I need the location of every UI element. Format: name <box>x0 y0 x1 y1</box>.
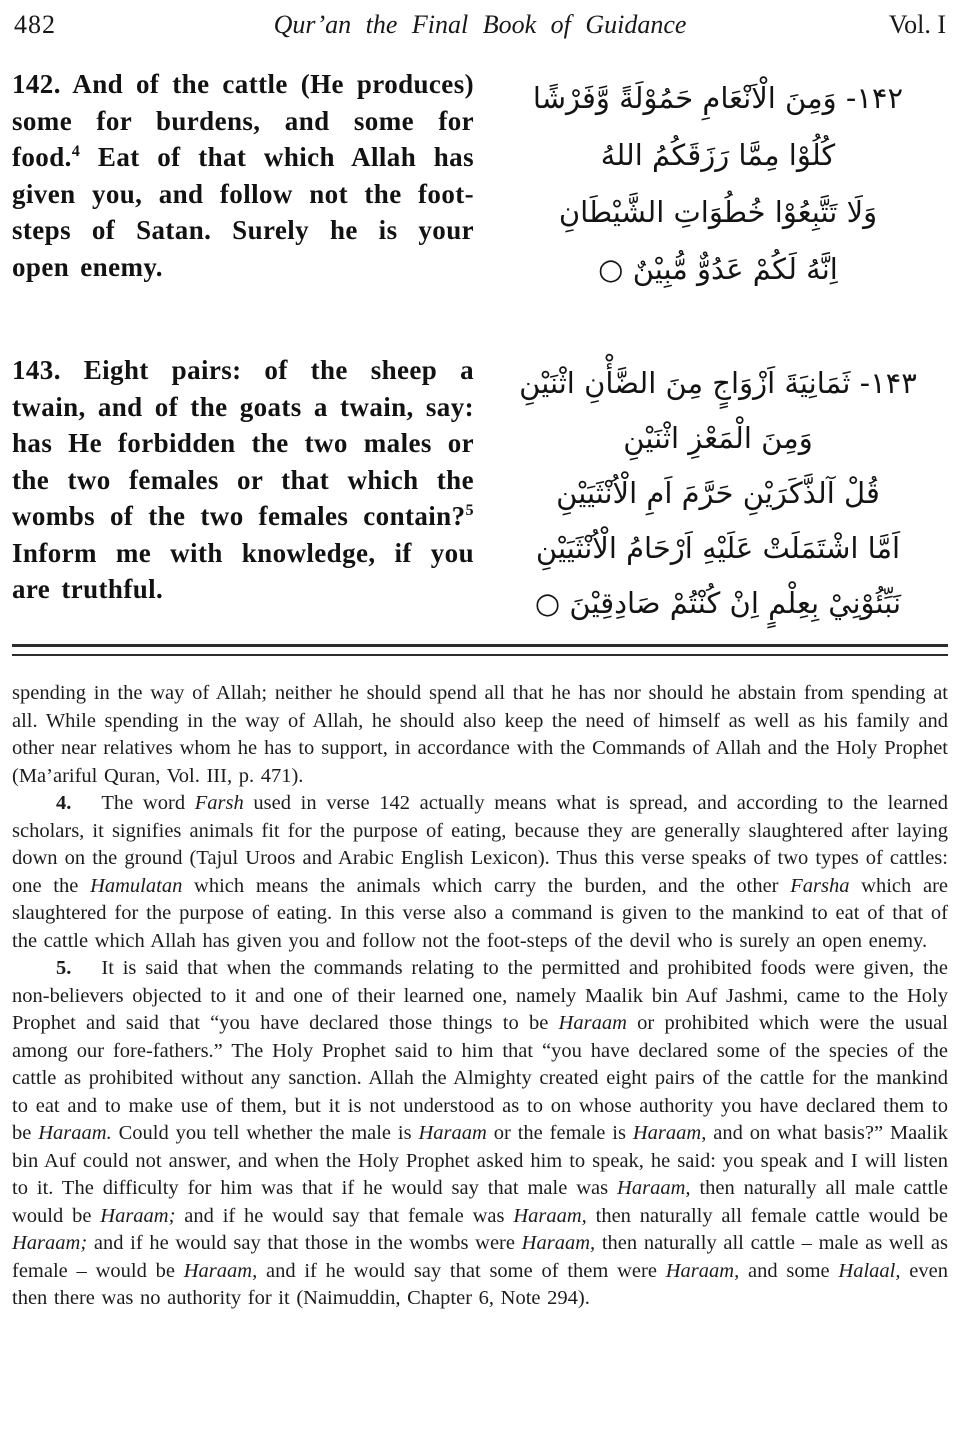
verse-143-row <box>12 352 948 634</box>
text-segment: Inform me with knowledge, if you are truthful. <box>12 537 474 604</box>
page-number: 482 <box>14 10 56 39</box>
page-header <box>12 10 948 48</box>
text-segment: which are slaughtered for the purpose of eating. In this verse also a command is given to the mankind to eat of that of the cattle which Allah has given you and follow not the foot-steps of the devil who is surely an open enemy. <box>12 874 949 952</box>
text-segment: Haraam <box>558 1012 627 1034</box>
arabic-verse-line: قُلْ آلذَّكَرَيْنِ حَرَّمَ اَمِ الْاُنْثَيَيْنِ <box>556 476 880 510</box>
text-segment: then naturally all female cattle would be <box>586 1204 948 1227</box>
text-segment: then naturally all male cattle would be <box>12 1177 948 1227</box>
text-segment: Haraam, <box>521 1232 596 1254</box>
footnote-5-marker: 5. <box>56 957 72 979</box>
text-segment: and some <box>739 1259 839 1282</box>
footnote-reference: 4 <box>71 142 81 160</box>
text-segment: Haraam; <box>100 1204 176 1227</box>
text-segment: or the female is <box>486 1122 633 1144</box>
text-segment: The word <box>101 792 195 814</box>
book-title: Qur’an the Final Book of Guidance <box>273 10 687 39</box>
section-divider-rule <box>12 644 948 656</box>
text-segment: and if he would say that some of them were <box>257 1259 666 1282</box>
text-segment: Hamulatan <box>90 874 183 897</box>
text-segment: It is said that when the commands relating to the permitted and prohibited foods were given, the non-believers objected to it and one of their learned one, namely Maalik bin Auf Jashmi, came to the Holy Prophet and said that “you have declared those things to be <box>12 957 948 1034</box>
footnote-text <box>12 682 948 787</box>
arabic-verse-line: كُلُوْا مِمَّا رَزَقَكُمُ اللهُ <box>600 138 836 172</box>
text-segment: Haraam, <box>632 1122 707 1144</box>
volume-label: Vol. I <box>888 10 946 39</box>
text-segment: Eat of that which Allah has given you, and follow not the foot-steps of Satan. Surely he is your open enemy. <box>12 142 474 282</box>
text-segment: Haraam; <box>12 1232 88 1254</box>
verse-143-english-translation <box>12 352 474 634</box>
text-segment: and if he would say that female was <box>175 1204 514 1227</box>
arabic-verse-line: اِنَّهُ لَكُمْ عَدُوٌّ مُّبِيْنٌ ○ <box>598 252 838 286</box>
verse-142-row <box>12 66 948 326</box>
arabic-verse-line: وَمِنَ الْمَعْزِ اثْنَيْنِ <box>623 421 813 455</box>
arabic-verse-line: ۱۴۳- ثَمَانِيَةَ اَزْوَاجٍ مِنَ الضَّأْنِ اثْنَيْنِ <box>519 366 917 400</box>
text-segment: Haraam, <box>183 1259 258 1282</box>
footnote-text <box>12 792 948 952</box>
text-segment: Haraam <box>418 1122 487 1144</box>
text-segment: Haraam, <box>665 1259 740 1282</box>
footnote-text <box>12 957 948 1309</box>
verse-143-arabic-text <box>488 352 948 634</box>
text-segment: and on what basis?” Maalik bin Auf could not answer, and when the Holy Prophet asked him to speak, he said: you speak and I will listen to it. The difficulty for him was that if he would say that male was <box>12 1122 949 1199</box>
footnote-4-marker: 4. <box>56 792 72 814</box>
verse-142-arabic-text <box>488 66 948 326</box>
text-segment: Haraam, <box>617 1177 691 1199</box>
verses-section <box>12 66 948 634</box>
text-segment: Farsha <box>790 874 850 897</box>
footnotes-section <box>12 680 948 1313</box>
text-segment: Could you tell whether the male is <box>111 1122 419 1144</box>
arabic-verse-line: اَمَّا اشْتَمَلَتْ عَلَيْهِ اَرْحَامُ الْاُنْثَيَيْنِ <box>535 531 901 565</box>
footnote-continuation-paragraph <box>12 680 948 790</box>
verse-142-english-translation <box>12 66 474 326</box>
text-segment: spending in the way of Allah; neither he should spend all that he has nor should he abstain from spending at all. While spending in the way of Allah, he should also keep the need of himself as well as his family and other near relatives whom he has to support, in accordance with the Commands of Allah and the Holy Prophet (Ma’ariful Quran, Vol. III, p. 471). <box>12 682 948 787</box>
text-segment: and if he would say that those in the wombs were <box>87 1232 522 1254</box>
arabic-verse-line: نَبِّئُوْنِيْ بِعِلْمٍ اِنْ كُنْتُمْ صَادِقِيْنَ ○ <box>534 586 902 620</box>
arabic-verse-line: ۱۴۲- وَمِنَ الْاَنْعَامِ حَمُوْلَةً وَّفَرْشًا <box>532 81 904 115</box>
text-segment: 143. Eight pairs: of the sheep a twain, and of the goats a twain, say: has He forbidden the two males or the two females or that which the wombs of the two females contain? <box>12 355 474 531</box>
footnote-reference: 5 <box>465 501 474 519</box>
footnote-4-paragraph <box>12 790 948 955</box>
text-segment: which means the animals which carry the burden, and the other <box>182 874 791 897</box>
text-segment: then naturally all cattle – male as well as female – would be <box>12 1232 948 1282</box>
arabic-verse-line: وَلَا تَتَّبِعُوْا خُطُوَاتِ الشَّيْطَانِ <box>558 195 878 229</box>
text-segment: 142. And of the cattle (He produces) some for burdens, and some for food. <box>12 69 474 172</box>
text-segment: Haraam, <box>513 1204 587 1227</box>
text-segment: used in verse 142 actually means what is spread, and according to the learned scholars, it signifies animals fit for the purpose of eating, because they are generally slaughtered after laying down on the ground (Tajul Uroos and Arabic English Lexicon). Thus this verse speaks of two types of cattles: one the <box>12 792 948 897</box>
footnote-5-paragraph <box>12 955 948 1313</box>
text-segment: even then there was no authority for it (Naimuddin, Chapter 6, Note 294). <box>12 1259 948 1309</box>
text-segment: Haraam. <box>38 1122 112 1144</box>
text-segment: Halaal, <box>838 1259 901 1282</box>
text-segment: or prohibited which were the usual among our fore-fathers.” The Holy Prophet said to him that “you have declared some of the species of the cattle as prohibited without any sanction. Allah the Almighty created eight pairs of the cattle for the mankind to eat and to make use of them, but it is not understood as to on whose authority you have declared them to be <box>12 1012 948 1144</box>
text-segment: Farsh <box>194 792 244 814</box>
